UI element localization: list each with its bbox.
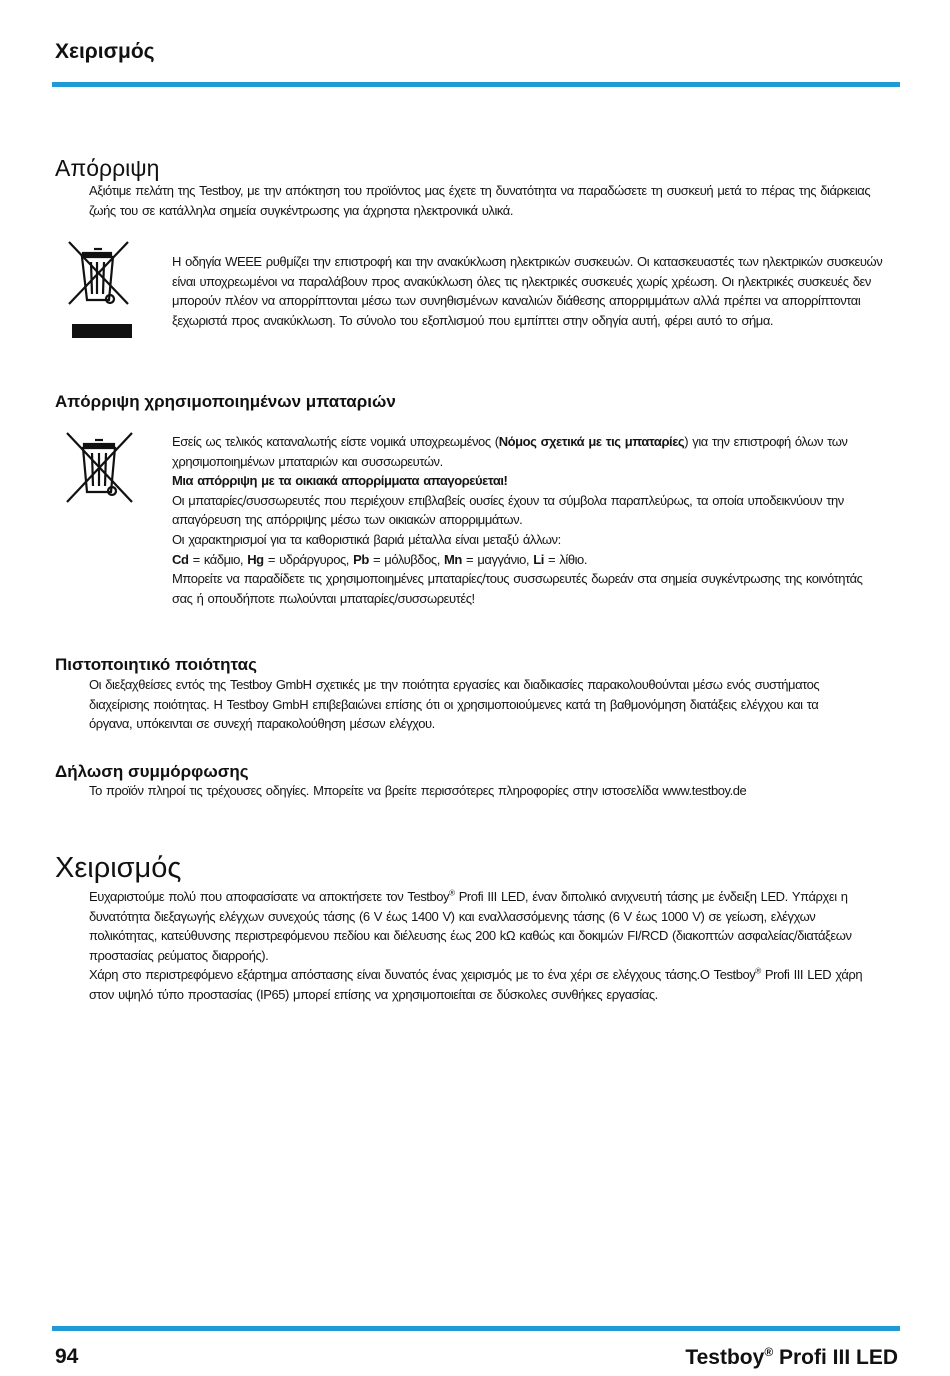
conformity-heading: Δήλωση συμμόρφωσης (55, 762, 249, 781)
conformity-text: Το προϊόν πληροί τις τρέχουσες οδηγίες. Μπορείτε να βρείτε περισσότερες πληροφορίες στην ιστοσελίδα www.testboy.de (89, 783, 747, 798)
weee-text: Η οδηγία WEEE ρυθμίζει την επιστροφή και την ανακύκλωση ηλεκτρικών συσκευών. Οι κατασκευαστές των ηλεκτρικών συσκευών είναι υποχρεωμένοι να παραλάβουν προς ανακύκλωση όλες τις ηλεκτρικές συσκευές χωρίς χρέωση. Οι ηλεκτρικές συσκευές δεν μπορούν πλέον να απορρίπτονται μέσω των συνηθισμένων καναλιών διάθεσης απορριμμάτων αλλά πρέπει να απορρίπτονται ξεχωριστά προς ανακύκλωση. Το σύνολο του εξοπλισμού που εμπίπτει στην οδηγία αυτή, φέρει αυτό το σήμα. (172, 254, 883, 328)
batteries-metals-intro: Οι χαρακτηρισμοί για τα καθοριστικά βαριά μέταλλα είναι μεταξύ άλλων: (172, 531, 561, 547)
batteries-text (172, 432, 886, 608)
operation-text: Ευχαριστούμε πολύ που αποφασίσατε να αποκτήσετε τον Testboy® Profi III LED, έναν διπολικό ανιχνευτή τάσης με ένδειξη LED. Υπάρχει η δυνατότητα διεξαγωγής ελέγχων συνεχούς τάσης (6 V έως 1400 V) και εναλλασσόμενης τάσης (6 V έως 1000 V) σε γείωση, ελέγχων πολικότητας, κατεύθυνσης περιστρεφόμενου πεδίου και διέλευσης έως 200 kΩ καθώς και δοκιμών FI/RCD (διακοπτών ασφαλείας/διατάξεων προστασίας ρεύματος διαρροής). Χάρη στο περιστρεφόμενο εξάρτημα απόστασης είναι δυνατός ένας χειρισμός με το ένα χέρι σε ελέγχους τάσης.Ο Testboy® Profi III LED χάρη στον υψηλό τύπο προστασίας (IP65) μπορεί επίσης να χρησιμοποιείται σε δύσκολες συνθήκες εργασίας. (89, 888, 863, 1002)
batteries-heading: Απόρριψη χρησιμοποιημένων μπαταριών (55, 392, 396, 411)
batteries-obligation: Εσείς ως τελικός καταναλωτής είστε νομικά υποχρεωμένος (Νόμος σχετικά με τις μπαταρίες) για την επιστροφή όλων των χρησιμοποιημένων μπαταριών και συσσωρευτών. (172, 434, 848, 469)
header-divider (52, 82, 900, 87)
batteries-warning: Μια απόρριψη με τα οικιακά απορρίμματα απαγορεύεται! (172, 473, 508, 489)
weee-bin-icon (64, 238, 134, 342)
batteries-symbols: Οι μπαταρίες/συσσωρευτές που περιέχουν επιβλαβείς ουσίες έχουν τα σύμβολα παραπλεύρως, τα οποία υποδεικνύουν την απαγόρευση της απόρριψης μέσω των οικιακών απορριμμάτων. (172, 492, 844, 528)
page-header-title: Χειρισμός (55, 40, 155, 63)
disposal-heading: Απόρριψη (55, 155, 160, 181)
batteries-return: Μπορείτε να παραδίδετε τις χρησιμοποιημένες μπαταρίες/τους συσσωρευτές δωρεάν στα σημεία συγκέντρωσης της κοινότητάς σας ή οπουδήποτε πωλούνται μπαταρίες/συσσωρευτές! (172, 571, 863, 606)
battery-bin-icon (64, 430, 136, 506)
quality-heading: Πιστοποιητικό ποιότητας (55, 655, 257, 674)
product-name: Testboy® Profi III LED (685, 1345, 898, 1369)
battery-law-name: Νόμος σχετικά με τις μπαταρίες (498, 434, 685, 449)
disposal-intro: Αξιότιμε πελάτη της Testboy, με την απόκτηση του προϊόντος μας έχετε τη δυνατότητα να παραδώσετε τη συσκευή μετά το πέρας της διάρκειας ζωής του σε κατάλληλα σημεία συγκέντρωσης για άχρηστα ηλεκτρονικά υλικά. (89, 183, 871, 218)
footer-divider (52, 1326, 900, 1331)
quality-text: Οι διεξαχθείσες εντός της Testboy GmbH σχετικές με την ποιότητα εργασίες και διαδικασίες παρακολουθούνται μέσω ενός συστήματος διαχείρισης ποιότητας. Η Testboy GmbH επιβεβαιώνει επίσης ότι οι χρησιμοποιούμενες κατά τη βαθμονόμηση διατάξεις ελέγχου και τα όργανα, υπόκεινται σε συνεχή παρακολούθηση μέσων ελέγχου. (89, 677, 820, 732)
operation-heading: Χειρισμός (55, 852, 182, 884)
batteries-metals: Cd = κάδμιο, Hg = υδράργυρος, Pb = μόλυβδος, Mn = μαγγάνιο, Li = λίθιο. (172, 551, 588, 567)
page-number: 94 (55, 1345, 79, 1368)
